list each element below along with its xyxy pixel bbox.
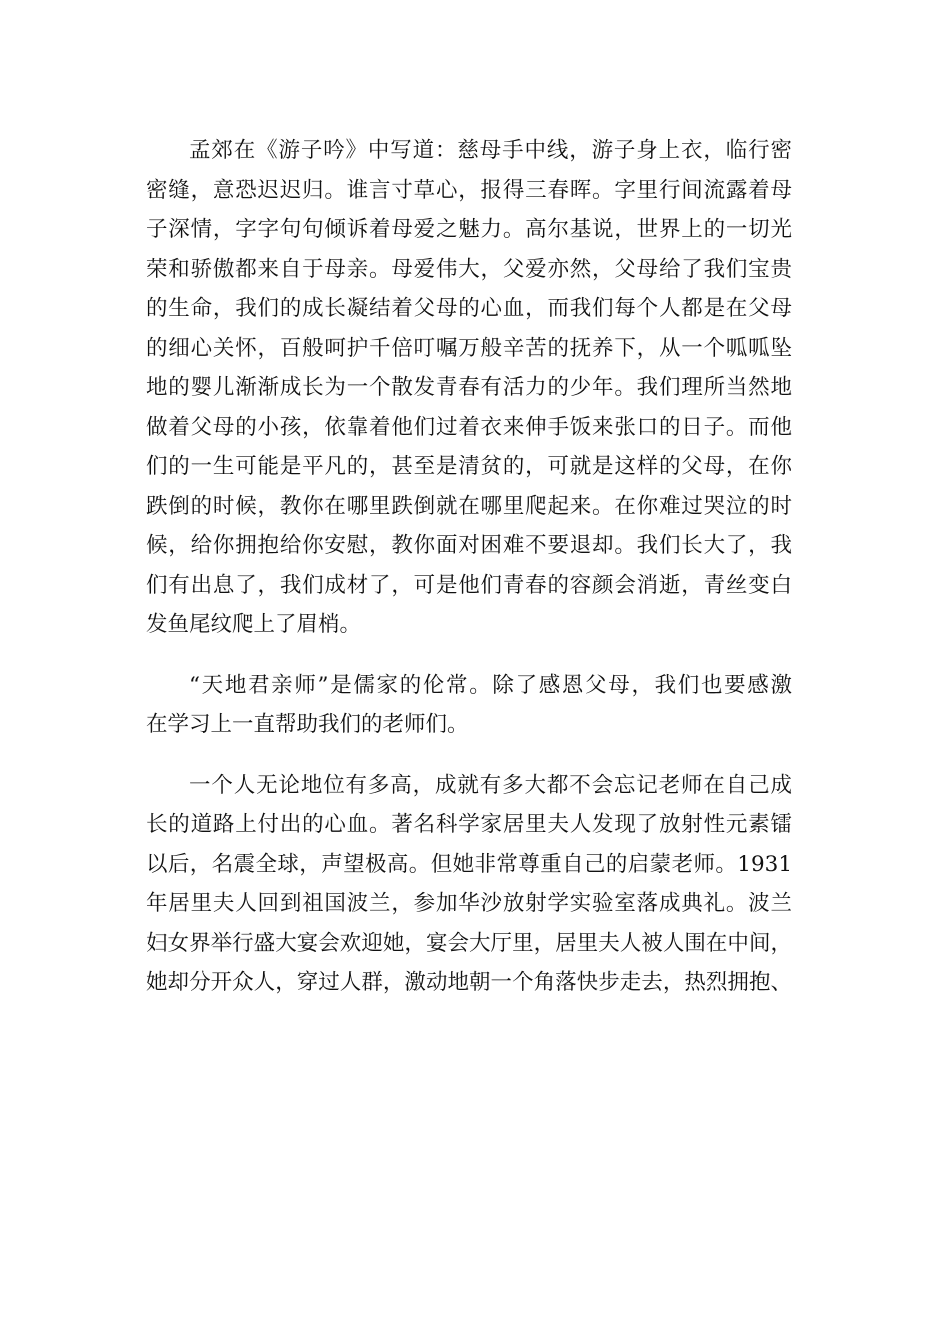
paragraph-line: 们的一生可能是平凡的，甚至是清贫的，可就是这样的父母，在你: [146, 454, 792, 479]
paragraph-line: 做着父母的小孩，依靠着他们过着衣来伸手饭来张口的日子。而他: [146, 414, 792, 440]
paragraph-1: [146, 131, 792, 645]
paragraph-line: 以后，名震全球，声望极高。但她非常尊重自己的启蒙老师。1931: [146, 851, 792, 877]
paragraph-line: 荣和骄傲都来自于母亲。母爱伟大，父爱亦然，父母给了我们宝贵: [146, 256, 792, 282]
paragraph-line: 子深情，字字句句倾诉着母爱之魅力。高尔基说，世界上的一切光: [146, 217, 792, 242]
paragraph-line: 地的婴儿渐渐成长为一个散发青春有活力的少年。我们理所当然地: [146, 375, 792, 400]
paragraph-line: 发鱼尾纹爬上了眉梢。: [146, 612, 362, 637]
paragraph-3: [146, 766, 792, 1003]
paragraph-line: 长的道路上付出的心血。著名科学家居里夫人发现了放射性元素镭: [146, 812, 792, 837]
paragraph-line: 跌倒的时候，教你在哪里跌倒就在哪里爬起来。在你难过哭泣的时: [146, 493, 792, 519]
paragraph-line: 密缝，意恐迟迟归。谁言寸草心，报得三春晖。字里行间流露着母: [146, 177, 792, 203]
paragraph-line: 的细心关怀，百般呵护千倍叮嘱万般辛苦的抚养下，从一个呱呱坠: [146, 335, 792, 361]
paragraph-line: 候，给你拥抱给你安慰，教你面对困难不要退却。我们长大了，我: [146, 533, 792, 558]
paragraph-line: 妇女界举行盛大宴会欢迎她，宴会大厅里，居里夫人被人围在中间，: [146, 930, 792, 956]
paragraph-line: 一个人无论地位有多高，成就有多大都不会忘记老师在自己成: [189, 772, 792, 798]
paragraph-line: 她却分开众人，穿过人群，激动地朝一个角落快步走去，热烈拥抱、: [146, 970, 792, 995]
document-body: [146, 131, 792, 1024]
paragraph-line: 们有出息了，我们成材了，可是他们青春的容颜会消逝，青丝变白: [146, 572, 792, 598]
paragraph-2: [146, 666, 792, 745]
paragraph-line: 年居里夫人回到祖国波兰，参加华沙放射学实验室落成典礼。波兰: [146, 891, 792, 916]
paragraph-line: 孟郊在《游子吟》中写道：慈母手中线，游子身上衣，临行密: [189, 138, 792, 163]
paragraph-line: 在学习上一直帮助我们的老师们。: [146, 712, 469, 737]
paragraph-line: “天地君亲师”是儒家的伦常。除了感恩父母，我们也要感激: [189, 672, 792, 698]
paragraph-line: 的生命，我们的成长凝结着父母的心血，而我们每个人都是在父母: [146, 296, 792, 321]
